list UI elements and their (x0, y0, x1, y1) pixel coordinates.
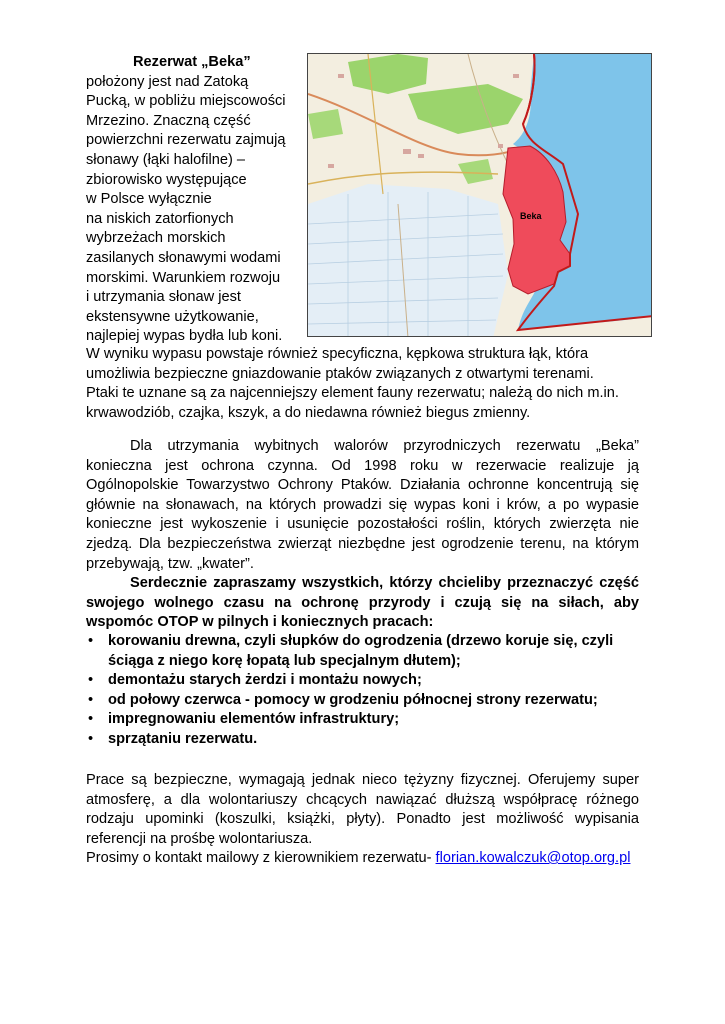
contact-line (86, 849, 639, 869)
contact-text: Prosimy o kontakt mailowy z kierownikiem rezerwatu- (86, 850, 436, 866)
email-link[interactable]: florian.kowalczuk@otop.org.pl (435, 850, 631, 866)
list-item (86, 632, 639, 671)
list-item-text: demontażu starych żerdzi i montażu nowych; (108, 672, 422, 689)
bullet-icon: • (88, 691, 94, 708)
list-item-text: od połowy czerwca - pomocy w grodzeniu północnej strony rezerwatu; (108, 691, 598, 708)
paragraph-invitation: Serdecznie zapraszamy wszystkich, którzy chcieliby przeznaczyć część swojego wolnego czasu na ochronę przyrody i czują się na siłach, aby wspomóc OTOP w pilnych i koniecznych pracach: (86, 575, 639, 631)
paragraph-text: W wyniku wypasu powstaje również specyficzna, kępkowa struktura łąk, która umożliwia bezpieczne gniazdowanie ptaków związanych z otwartymi terenami. (86, 346, 594, 382)
bullet-icon: • (88, 730, 94, 747)
reserve-title: Rezerwat „Beka” (133, 54, 251, 70)
paragraph-offer: Prace są bezpieczne, wymagają jednak nieco tężyzny fizycznej. Oferujemy super atmosferę, a dla wolontariuszy chcących nawiązać dłuższą współpracę różnego rodzaju upominki (koszulki, książki, płyty). Ponadto jest możliwość wypisania referencji na prośbę wolontariusza. (86, 772, 639, 847)
map-reserve-label: Beka (520, 211, 542, 221)
intro-line: i utrzymania słonaw jest (86, 289, 241, 306)
list-item-text: impregnowaniu elementów infrastruktury; (108, 711, 400, 728)
intro-line: na niskich zatorfionych (86, 210, 234, 227)
bullet-icon: • (88, 711, 94, 728)
intro-line: najlepiej wypas bydła lub koni. (86, 328, 283, 345)
list-item (86, 671, 639, 691)
list-item (86, 691, 639, 711)
bullet-icon: • (88, 672, 94, 689)
reserve-map (307, 53, 652, 337)
map-wetland (308, 184, 508, 337)
intro-line: słonawy (łąki halofilne) – (86, 151, 245, 168)
intro-line: położony jest nad Zatoką (86, 73, 249, 90)
paragraph-active-protection: Dla utrzymania wybitnych walorów przyrodniczych rezerwatu „Beka” konieczna jest ochrona czynna. Od 1998 roku w rezerwacie realizuje ją Ogólnopolskie Towarzystwo Ochrony Ptaków. Działania ochronne koncentrują się głównie na słonawach, na których prowadzi się wypas koni i krów, a po wypasie konieczne jest wykoszenie i usunięcie pozostałości roślin, których zwierzęta nie zjedzą. Dla bezpieczeństwa zwierząt niezbędne jest ogrodzenie terenu, na którym przebywają, tzw. „kwater”. (86, 438, 639, 572)
paragraph-text: Ptaki te uznane są za najcenniejszy element fauny rezerwatu; należą do nich m.in. krwawodziób, czajka, kszyk, a do niedawna również biegus zmienny. (86, 385, 619, 421)
list-item-text: korowaniu drewna, czyli słupków do ogrodzenia (drzewo koruje się, czyli ściąga z niego korę łopatą lub specjalnym dłutem); (108, 633, 614, 669)
intro-line: zasilanych słonawymi wodami (86, 249, 281, 266)
list-item (86, 730, 639, 750)
map-forest (308, 109, 343, 139)
paragraph-birds (86, 345, 639, 423)
intro-line: ekstensywne użytkowanie, (86, 308, 259, 325)
list-item (86, 710, 639, 730)
intro-line: morskimi. Warunkiem rozwoju (86, 269, 281, 286)
task-list (86, 632, 639, 750)
list-item-text: sprzątaniu rezerwatu. (108, 730, 258, 747)
intro-line: w Polsce wyłącznie (86, 191, 212, 208)
intro-paragraph (86, 53, 298, 347)
bullet-icon: • (88, 633, 94, 649)
map-graphic (308, 54, 652, 337)
intro-line: Pucką, w pobliżu miejscowości (86, 93, 286, 110)
intro-line: Mrzezino. Znaczną część (86, 112, 251, 129)
intro-line: powierzchni rezerwatu zajmują (86, 132, 286, 149)
intro-line: zbiorowisko występujące (86, 171, 247, 188)
intro-line: wybrzeżach morskich (86, 230, 226, 247)
